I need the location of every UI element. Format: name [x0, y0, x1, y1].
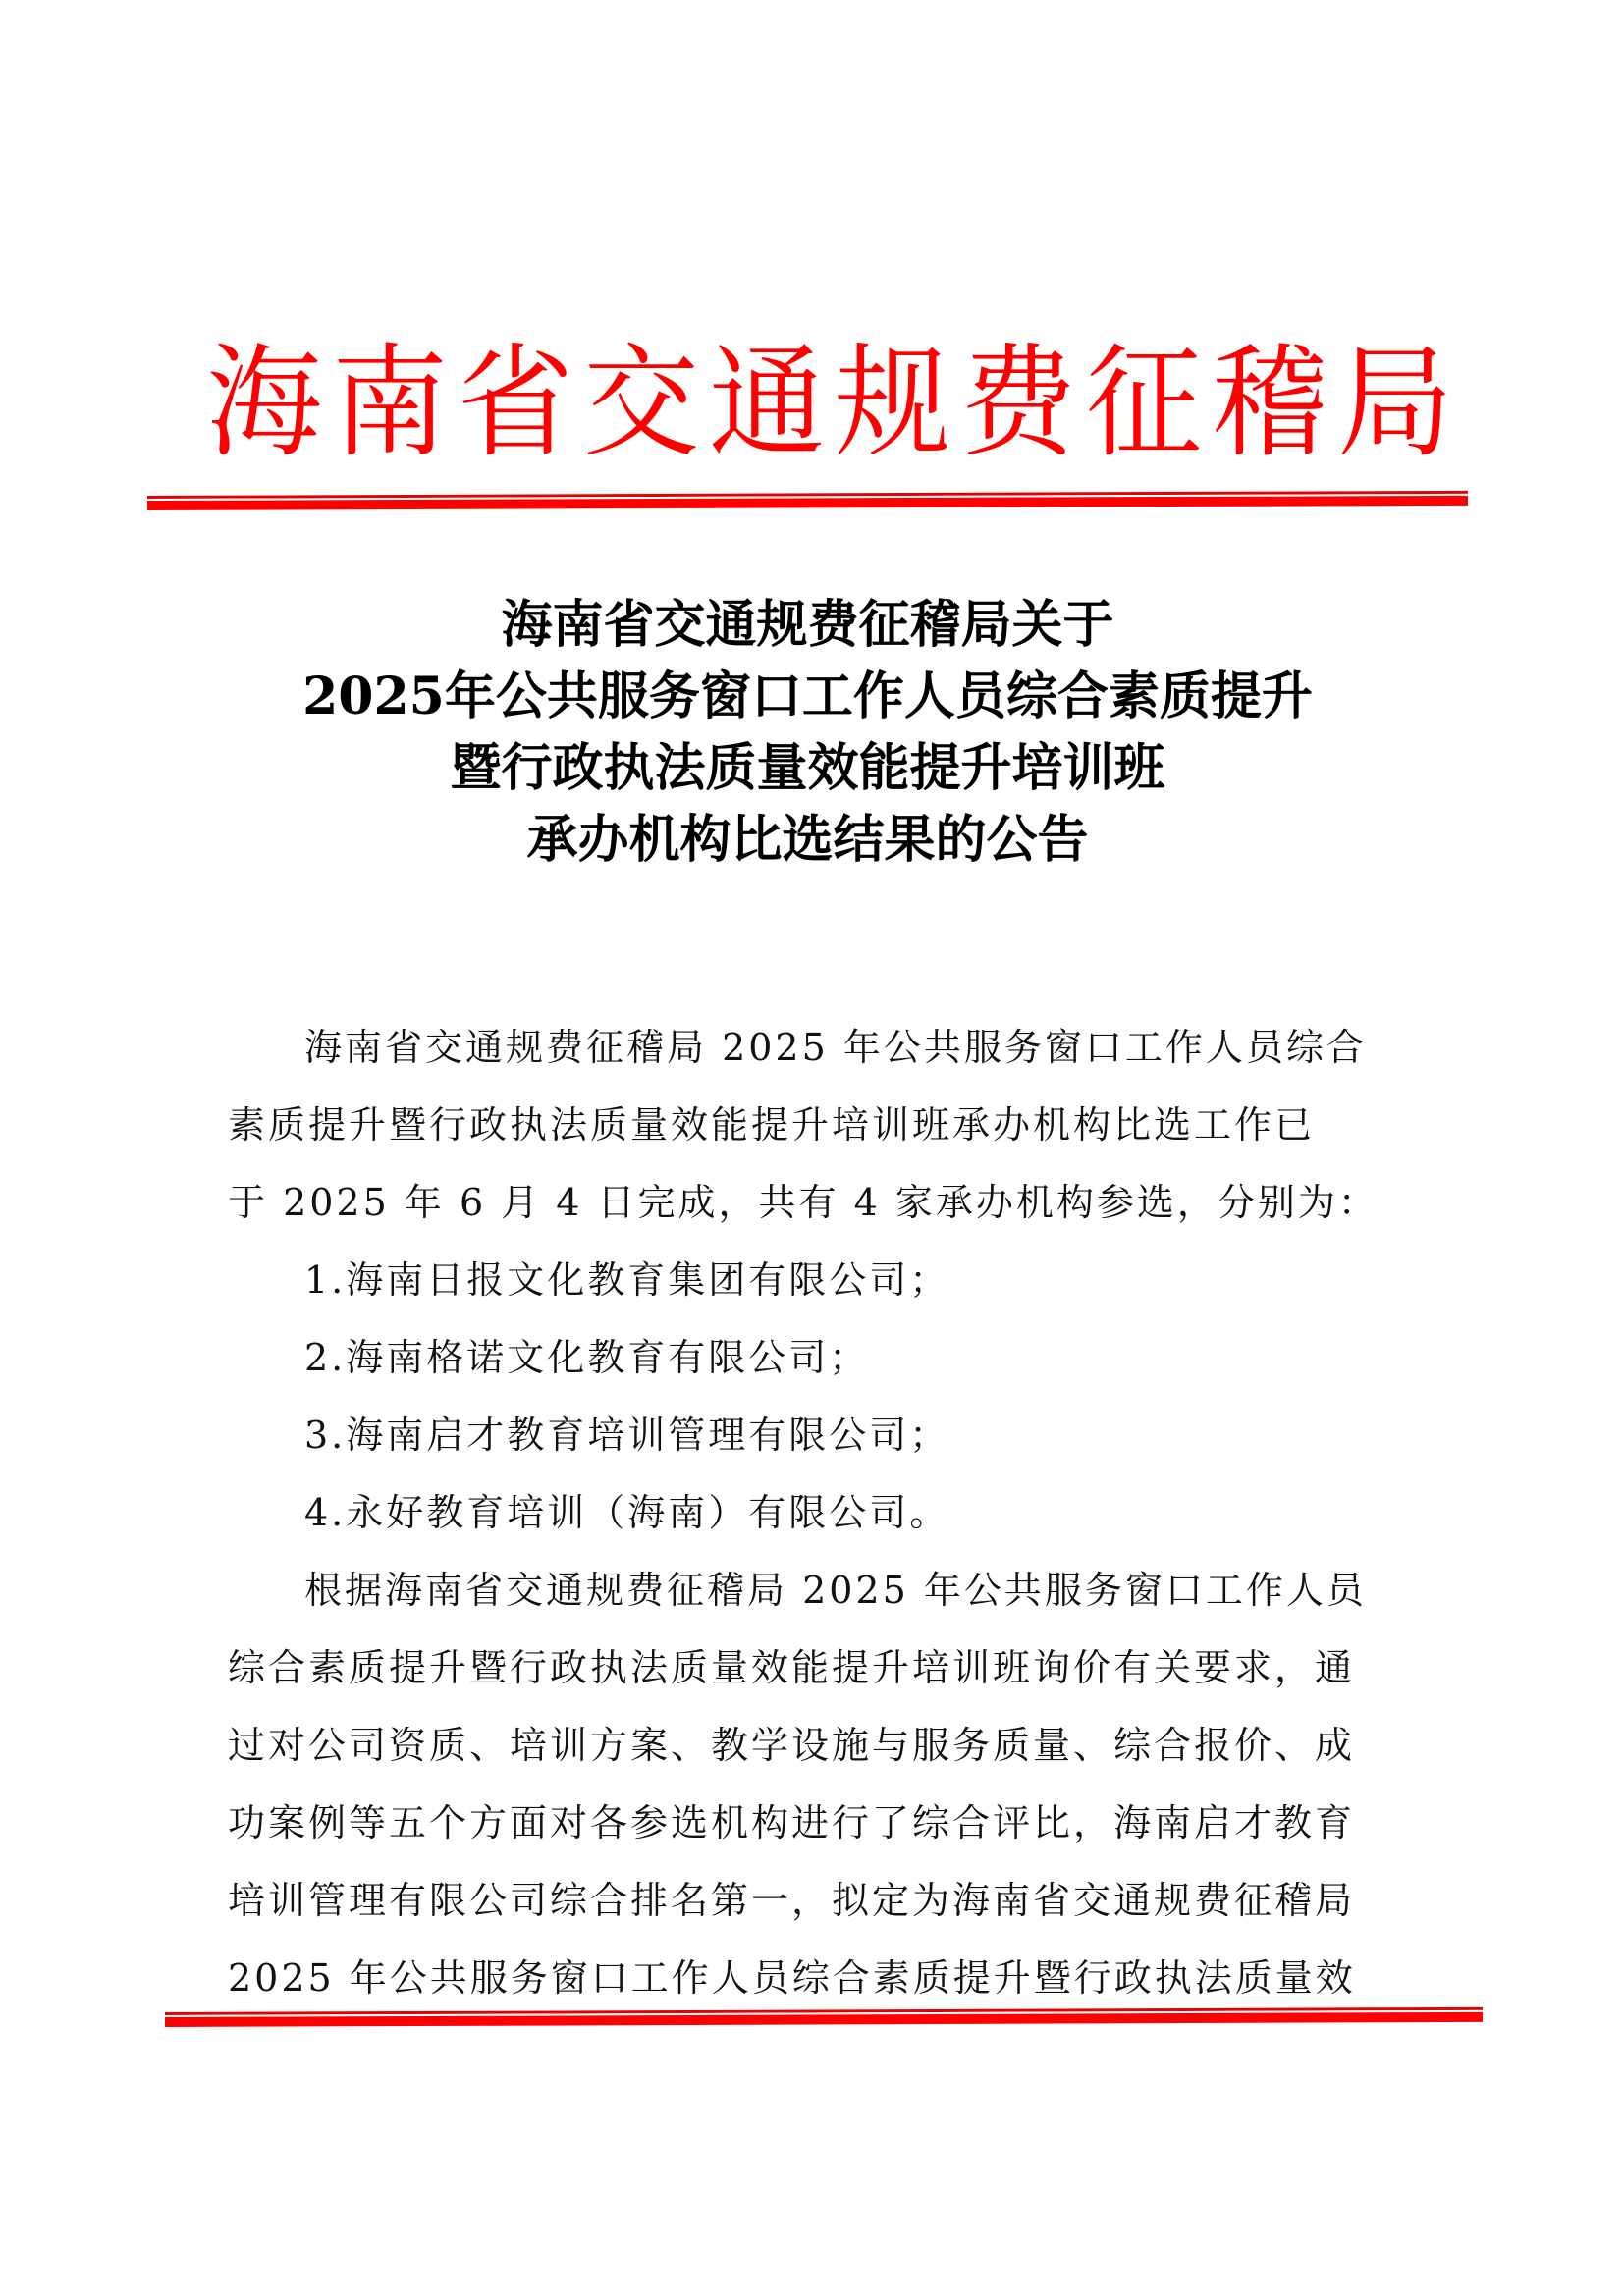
paragraph-line: 2025 年公共服务窗口工作人员综合素质提升暨行政执法质量效 — [228, 1956, 1356, 2000]
list-item — [228, 1397, 1434, 1474]
list-item — [228, 1319, 1434, 1397]
list-item-number: 1. — [304, 1258, 347, 1302]
paragraph-line: 根据海南省交通规费征稽局 2025 年公共服务窗口工作人员 — [304, 1569, 1367, 1612]
paragraph-line: 培训管理有限公司综合排名第一，拟定为海南省交通规费征稽局 — [228, 1879, 1356, 1922]
title-line-4: 承办机构比选结果的公告 — [526, 810, 1089, 870]
list-item-number: 2. — [304, 1336, 347, 1379]
list-item — [228, 1242, 1434, 1319]
paragraph-line: 过对公司资质、培训方案、教学设施与服务质量、综合报价、成 — [228, 1724, 1356, 1767]
title-line-3: 暨行政执法质量效能提升培训班 — [450, 738, 1165, 798]
paragraph-result — [228, 1552, 1434, 2017]
document-title — [147, 589, 1468, 876]
title-line-2: 2025年公共服务窗口工作人员综合素质提升 — [302, 667, 1313, 726]
list-item-name: 海南格诺文化教育有限公司； — [346, 1336, 870, 1379]
paragraph-line: 于 2025 年 6 月 4 日完成，共有 4 家承办机构参选，分别为： — [228, 1181, 1379, 1224]
list-item-name: 海南日报文化教育集团有限公司； — [346, 1258, 950, 1302]
list-item-name: 永好教育培训（海南）有限公司。 — [346, 1491, 950, 1534]
document-body — [228, 1009, 1434, 2017]
paragraph-intro — [228, 1009, 1434, 1242]
list-item-number: 3. — [304, 1414, 347, 1457]
list-item-number: 4. — [304, 1491, 347, 1534]
letterhead-org-name: 海南省交通规费征稽局 — [206, 331, 1464, 474]
participant-list — [228, 1242, 1434, 1552]
list-item-name: 海南启才教育培训管理有限公司； — [346, 1414, 950, 1457]
list-item — [228, 1474, 1434, 1552]
letterhead-red-rule — [147, 491, 1468, 511]
title-line-1: 海南省交通规费征稽局关于 — [501, 595, 1114, 655]
paragraph-line: 功案例等五个方面对各参选机构进行了综合评比，海南启才教育 — [228, 1801, 1356, 1844]
paragraph-line: 综合素质提升暨行政执法质量效能提升培训班询价有关要求，通 — [228, 1646, 1356, 1689]
paragraph-line: 素质提升暨行政执法质量效能提升培训班承办机构比选工作已 — [228, 1103, 1316, 1147]
paragraph-line: 海南省交通规费征稽局 2025 年公共服务窗口工作人员综合 — [304, 1026, 1367, 1069]
